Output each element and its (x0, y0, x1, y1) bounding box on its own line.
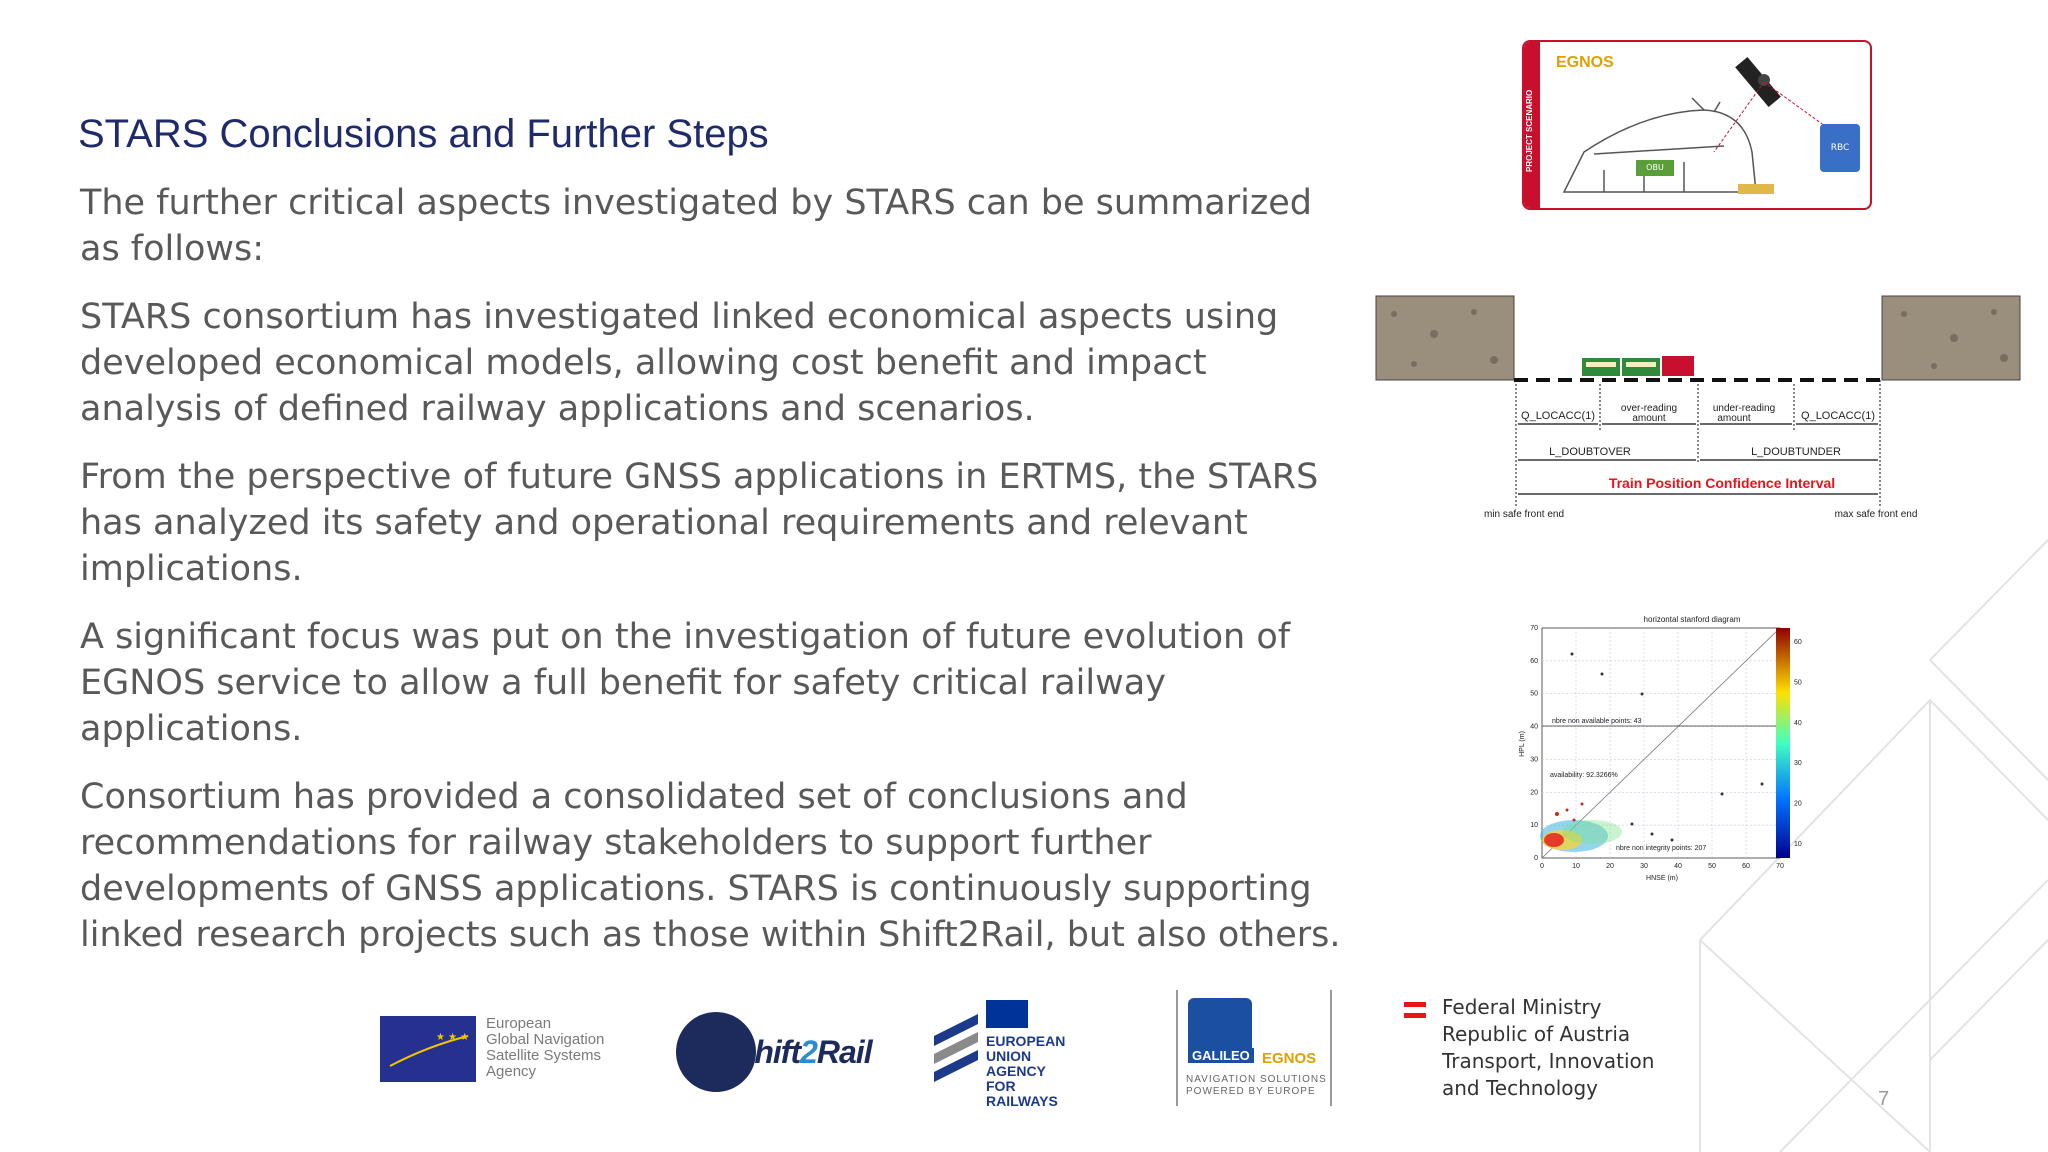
paragraph-ertms: From the perspective of future GNSS applications in ERTMS, the STARS has analyzed its safety and operational requirements and relevant implications. (80, 457, 1319, 589)
ministry-line-4: and Technology (1442, 1076, 1599, 1100)
stanford-y-ticks (1530, 625, 1538, 862)
gsa-text (486, 1016, 604, 1080)
stanford-colorbar (1776, 628, 1790, 858)
stanford-y-tick: 60 (1530, 657, 1538, 665)
stanford-y-tick: 10 (1530, 822, 1538, 830)
gsa-line-3: Satellite Systems (486, 1047, 602, 1064)
stanford-colorbar-tick: 60 (1794, 639, 1802, 646)
q-locacc-left-label: Q_LOCACC(1) (1521, 410, 1595, 422)
galileo-subtitle (1186, 1074, 1327, 1098)
stanford-x-tick: 0 (1540, 863, 1544, 870)
under-reading-label-2: amount (1717, 413, 1751, 424)
paragraph-intro: The further critical aspects investigated by STARS can be summarized as follows: (80, 183, 1312, 269)
shift2rail-wordmark (734, 1034, 872, 1071)
stanford-x-tick: 20 (1606, 863, 1614, 870)
l-doubtunder-label: L_DOUBTUNDER (1751, 446, 1841, 458)
scenario-side-label: PROJECT SCENARIO (1525, 89, 1534, 172)
stanford-colorbar-tick: 50 (1794, 679, 1802, 687)
under-reading-label-1: under-reading (1712, 403, 1776, 414)
confidence-interval-diagram (1374, 294, 2024, 524)
era-logo (930, 1000, 1090, 1109)
era-line-3: AGENCY (986, 1063, 1046, 1079)
rbc-box: RBC (1820, 124, 1860, 172)
gsa-flag (380, 1016, 476, 1082)
stanford-colorbar-tick: 10 (1794, 841, 1802, 848)
paragraph-conclusions: Consortium has provided a consolidated set of conclusions and recommendations for railway stakeholders to support further developments of GNSS applications. STARS is continuously supporting linked research projects such as those within Shift2Rail, but also others. (80, 777, 1341, 955)
stanford-y-tick: 50 (1530, 690, 1538, 698)
train-icon (1582, 356, 1694, 376)
ministry-line-3: Transport, Innovation (1442, 1049, 1655, 1073)
ministry-logo (1404, 994, 1704, 1104)
ministry-line-2: Republic of Austria (1442, 1022, 1631, 1046)
ministry-text (1442, 994, 1654, 1102)
stanford-colorbar-tick: 30 (1794, 760, 1802, 768)
over-reading-label-2: amount (1632, 413, 1666, 424)
shift2rail-word-b: 2 (800, 1034, 817, 1070)
gsa-logo (380, 1016, 620, 1086)
shift2rail-word-a: Shift (734, 1034, 801, 1070)
slide-body (80, 180, 1350, 980)
stanford-x-ticks (1540, 863, 1784, 870)
era-text (986, 1034, 1090, 1109)
stanford-title: horizontal stanford diagram (1643, 615, 1741, 624)
stanford-x-tick: 10 (1572, 863, 1580, 870)
galileo-word: GALILEO (1188, 1048, 1254, 1063)
era-line-1: EUROPEAN (986, 1033, 1066, 1049)
annotation-non-available: nbre non available points: 43 (1552, 718, 1642, 725)
page-number: 7 (1878, 1088, 1890, 1110)
stanford-y-tick: 70 (1530, 625, 1538, 632)
stanford-y-tick: 40 (1530, 723, 1538, 731)
stanford-y-tick: 30 (1530, 756, 1538, 764)
annotation-availability: availability: 92.3266% (1550, 772, 1618, 779)
gsa-stars-icon (380, 1016, 476, 1082)
annotation-non-integrity: nbre non integrity points: 207 (1616, 845, 1707, 852)
egnos-word: EGNOS (1262, 1050, 1317, 1067)
max-safe-front-end-label: max safe front end (1834, 509, 1918, 520)
gsa-line-4: Agency (486, 1063, 537, 1080)
austria-flag-icon (1404, 1002, 1426, 1018)
left-ground-block (1376, 296, 1514, 380)
paragraph-egnos: A significant focus was put on the investigation of future evolution of EGNOS service to allow a full benefit for safety critical railway applications. (80, 617, 1291, 749)
stanford-x-tick: 50 (1708, 863, 1716, 870)
ministry-line-1: Federal Ministry (1442, 995, 1602, 1019)
confidence-interval-label: Train Position Confidence Interval (1608, 475, 1836, 491)
stanford-colorbar-tick: 40 (1794, 719, 1802, 727)
stanford-y-tick: 0 (1534, 855, 1538, 862)
gsa-line-2: Global Navigation (486, 1031, 605, 1048)
gsa-line-1: European (486, 1015, 552, 1032)
q-locacc-right-label: Q_LOCACC(1) (1801, 410, 1875, 422)
stanford-y-tick: 20 (1530, 789, 1538, 797)
stanford-x-tick: 60 (1742, 863, 1750, 870)
shift2rail-word-c: Rail (816, 1034, 872, 1070)
galileo-sub-1: NAVIGATION SOLUTIONS (1186, 1074, 1327, 1085)
stanford-xlabel: HNSE (m) (1646, 875, 1678, 882)
paragraph-economics: STARS consortium has investigated linked economical aspects using developed economical models, allowing cost benefit and impact analysis of defined railway applications and scenarios. (80, 297, 1279, 429)
stanford-colorbar-ticks (1794, 639, 1802, 848)
eu-flag-icon (986, 1000, 1028, 1028)
satellite-icon (1735, 57, 1781, 107)
svg-text:★ ★ ★: ★ ★ ★ (436, 1032, 470, 1043)
era-line-4: FOR RAILWAYS (986, 1078, 1058, 1109)
min-safe-front-end-label: min safe front end (1483, 509, 1565, 520)
galileo-sub-2: POWERED BY EUROPE (1186, 1086, 1316, 1097)
stanford-diagram (1512, 614, 1872, 884)
over-reading-label-1: over-reading (1620, 403, 1678, 414)
stanford-x-tick: 40 (1674, 863, 1682, 870)
egnos-logo: EGNOS (1556, 54, 1614, 71)
stanford-ylabel: HPL (m) (1519, 731, 1526, 757)
l-doubtover-label: L_DOUBTOVER (1549, 446, 1631, 458)
slide-title: STARS Conclusions and Further Steps (78, 112, 769, 156)
galileo-egnos-logo (1176, 990, 1332, 1106)
era-line-2: UNION (986, 1048, 1032, 1064)
stanford-colorbar-tick: 20 (1794, 800, 1802, 808)
shift2rail-logo (676, 1012, 872, 1092)
era-stripes-icon (930, 1010, 982, 1092)
stanford-x-tick: 30 (1640, 863, 1648, 870)
egnos-scenario-image (1522, 40, 1872, 210)
obu-box: OBU (1636, 160, 1674, 176)
stanford-x-tick: 70 (1776, 863, 1784, 870)
